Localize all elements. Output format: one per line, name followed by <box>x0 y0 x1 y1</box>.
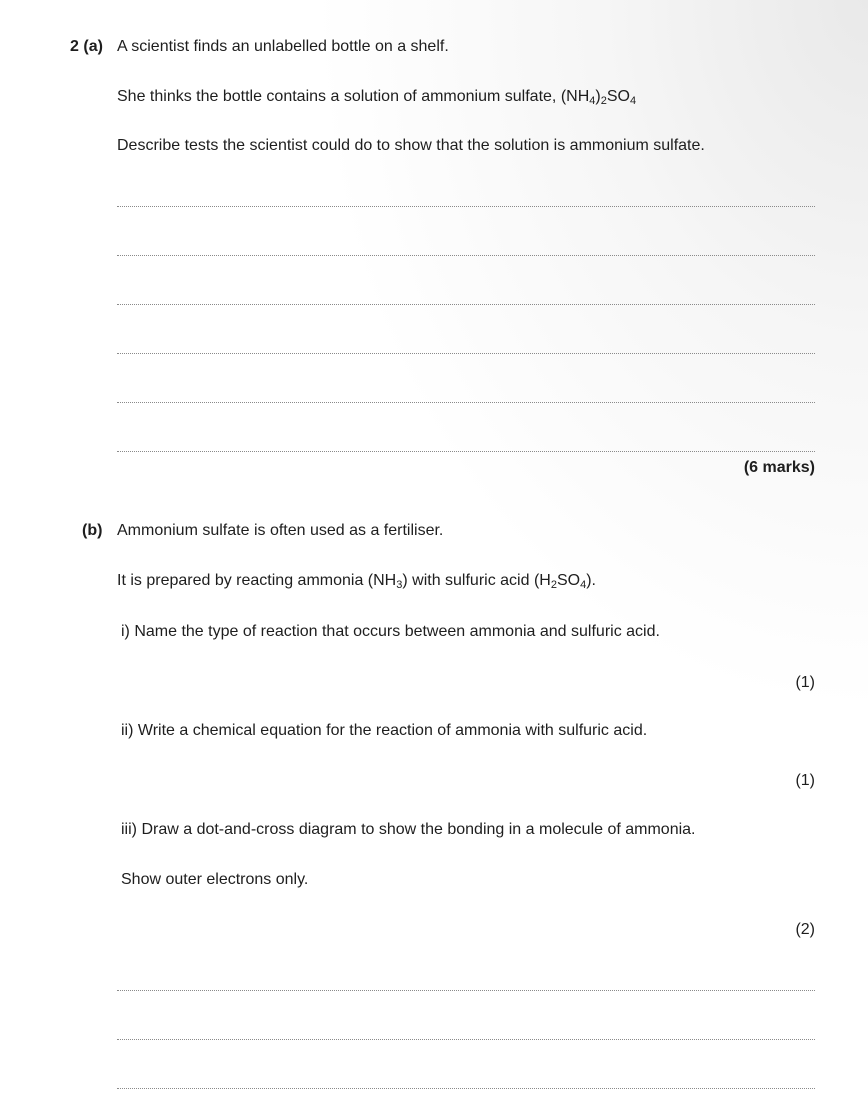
question-number: 2 (a) <box>70 38 103 55</box>
question-iii-note: Show outer electrons only. <box>121 871 309 888</box>
answer-line[interactable] <box>117 206 815 207</box>
part-a-marks: (6 marks) <box>743 459 815 476</box>
answer-line[interactable] <box>117 402 815 403</box>
question-i: i) Name the type of reaction that occurs between ammonia and sulfuric acid. <box>121 623 660 640</box>
part-a-hypothesis: She thinks the bottle contains a solution of ammonium sulfate, $(NH_4)_2SO_4$ <box>117 88 637 107</box>
part-b-label: (b) <box>82 522 103 539</box>
answer-line[interactable] <box>117 451 815 452</box>
part-a-intro: A scientist finds an unlabelled bottle on a shelf. <box>117 38 449 55</box>
question-ii-marks: (1) <box>795 772 815 789</box>
question-i-marks: (1) <box>795 674 815 691</box>
answer-line[interactable] <box>117 1088 815 1089</box>
answer-line[interactable] <box>117 1039 815 1040</box>
part-b-intro: Ammonium sulfate is often used as a fertiliser. <box>117 522 444 539</box>
part-b-preparation: It is prepared by reacting ammonia $(NH_3)$ with sulfuric acid $(H_2SO_4)$. <box>117 572 596 591</box>
question-iii: iii) Draw a dot-and-cross diagram to show the bonding in a molecule of ammonia. <box>121 821 696 838</box>
answer-line[interactable] <box>117 990 815 991</box>
part-a-task: Describe tests the scientist could do to show that the solution is ammonium sulfate. <box>117 137 705 154</box>
answer-line[interactable] <box>117 255 815 256</box>
question-iii-marks: (2) <box>795 921 815 938</box>
question-ii: ii) Write a chemical equation for the reaction of ammonia with sulfuric acid. <box>121 722 648 739</box>
answer-line[interactable] <box>117 304 815 305</box>
answer-line[interactable] <box>117 353 815 354</box>
ammonium-sulfate-formula: $(NH_4)_2SO_4$ <box>560 88 637 107</box>
